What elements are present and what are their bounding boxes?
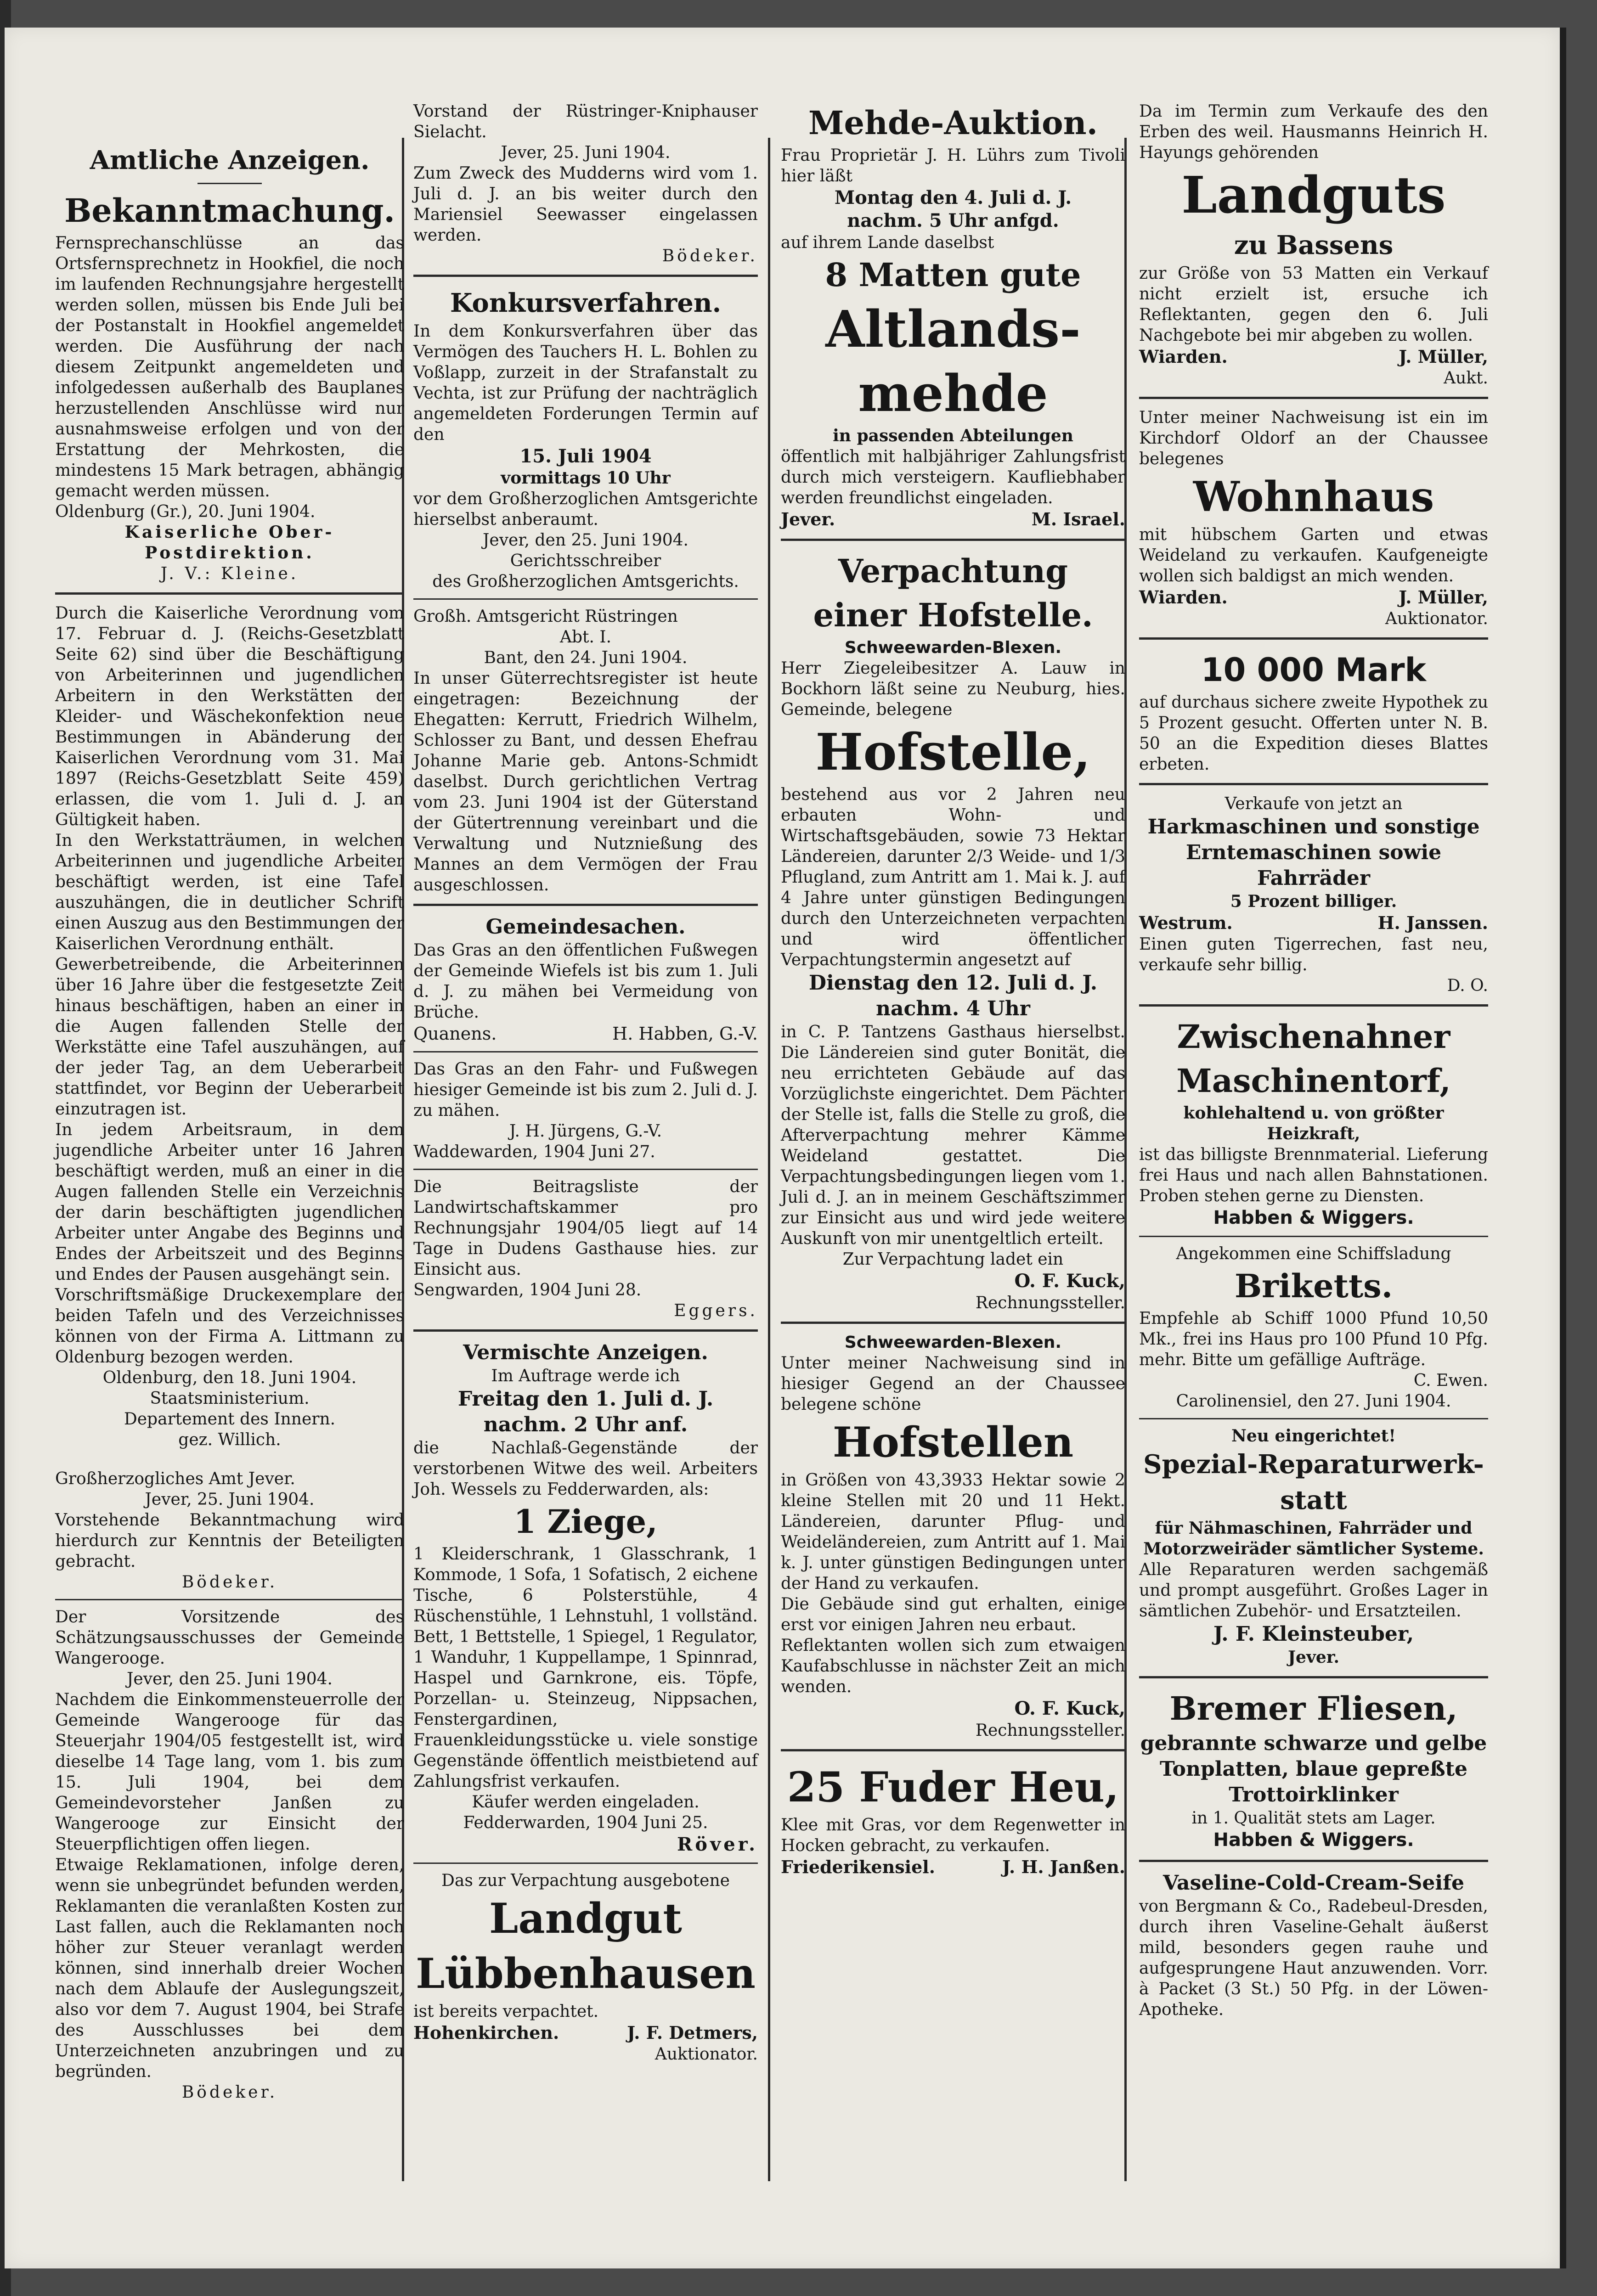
notice-signature: des Großherzoglichen Amtsgerichts.: [432, 572, 739, 591]
ad-body: auf durchaus sichere zweite Hypothek zu 5 Prozent gesucht. Offerten unter N. B. 50 an die Expedition dieses Blattes erbeten.: [1139, 693, 1488, 774]
notice-body: In den Werkstatträumen, in welchen Arbeiterinnen und jugendliche Arbeiter beschäftigt werden, ist eine Tafel auszuhängen, die in deutlicher Schrift einen Auszug aus den Bestimmungen der Kaiserlichen Verordnung enthält.: [55, 831, 404, 953]
ad-date: Montag den 4. Juli d. J.: [834, 187, 1072, 208]
divider: [1139, 1236, 1488, 1237]
ad-place: Schweewarden-Blexen.: [844, 638, 1062, 657]
notice-date: Jever, den 25. Juni 1904.: [126, 1670, 333, 1688]
ad-place: Schweewarden-Blexen.: [844, 1333, 1062, 1352]
ad-headline: Spezial-Reparaturwerk-: [1143, 1449, 1484, 1480]
ad-headline: Harkmaschinen und sonstige: [1147, 815, 1480, 838]
ad-headline: zu Bassens: [1234, 230, 1394, 260]
ad-body: auf ihrem Lande daselbst: [781, 233, 994, 252]
divider: [1139, 783, 1488, 785]
ad-intro: Neu eingerichtet!: [1231, 1426, 1396, 1446]
ad-headline: statt: [1280, 1485, 1347, 1515]
ad-headline: Landgut: [489, 1894, 682, 1943]
ad-body: Unter meiner Nachweisung ist ein im Kirchdorf Oldorf an der Chaussee belegenes: [1139, 408, 1488, 468]
gemeinde-title: Gemeindesachen.: [485, 915, 686, 939]
konkurs-title: Konkursverfahren.: [450, 288, 722, 318]
divider: [413, 1051, 758, 1052]
ad-body: in 1. Qualität stets am Lager.: [1191, 1809, 1436, 1828]
ad-body: Da im Termin zum Verkaufe des den Erben des weil. Hausmanns Heinrich H. Hayungs gehörenden: [1139, 102, 1488, 162]
signature-row: [781, 508, 1125, 530]
notice-body: Etwaige Reklamationen, infolge deren, wenn sie unbegründet befunden werden, Reklamanten die veranlaßten Kosten zur Last fallen, auch die Reklamanten noch höher zur Steuer veranlagt werden können, sind innerhalb dreier Wochen nach dem Ablaufe der Auslegungszeit, also vor dem 7. August 1904, bei Strafe des Ausschlusses bei dem Unterzeichneten anzubringen und zu begründen.: [55, 1856, 404, 2081]
divider: [198, 183, 262, 184]
divider: [413, 1863, 758, 1864]
ad-place: Westrum.: [1139, 912, 1233, 933]
ad-place: Friederikensiel.: [781, 1857, 935, 1877]
notice-signature: gez. Willich.: [178, 1430, 281, 1449]
ad-headline: Landguts: [1181, 165, 1446, 225]
notice-authority: Kaiserliche Ober-Postdirektion.: [124, 523, 335, 563]
verm-title: Vermischte Anzeigen.: [463, 1341, 708, 1364]
ad-body: in Größen von 43,3933 Hektar sowie 2 kleine Stellen mit 20 und 11 Hekt. Ländereien, darunter Pflug- und Weideländereien, zum Antritt auf 1. Mai k. J. unter günstigen Bedingungen unter der Hand zu verkaufen.: [781, 1471, 1125, 1593]
divider: [413, 598, 758, 600]
ad-headline: Hofstelle,: [815, 722, 1091, 782]
notice-body: Das Gras an den Fahr- und Fußwegen hiesiger Gemeinde ist bis zum 2. Juli d. J. zu mähen.: [413, 1060, 758, 1120]
ad-headline: Erntemaschinen sowie Fahrräder: [1185, 841, 1442, 890]
ad-intro: Im Auftrage werde ich: [491, 1367, 680, 1385]
notice-body: Gewerbetreibende, die Arbeiterinnen über 16 Jahre über die festgesetzte Zeit hinaus beschäftigen, haben an einer in die Augen fallenden Stelle der Werkstätte eine Tafel auszuhängen, auf der jeder Tag, an dem Ueberarbeit stattfindet, vor Beginn der Ueberarbeit einzutragen ist.: [55, 955, 404, 1119]
divider: [55, 592, 404, 595]
divider: [1139, 637, 1488, 640]
ad-signature: C. Ewen.: [1413, 1371, 1488, 1390]
ad-signature: Habben & Wiggers.: [1213, 1207, 1414, 1228]
ad-body: ist bereits verpachtet.: [413, 2002, 599, 2021]
ad-headline: Zwischenahner: [1177, 1018, 1450, 1056]
ad-headline: Wohnhaus: [1193, 473, 1434, 521]
ad-subtitle: Tonplatten, blaue gepreßte: [1159, 1757, 1468, 1781]
notice-place: Waddewarden, 1904 Juni 27.: [413, 1142, 655, 1161]
ad-signature: O. F. Kuck,: [1014, 1698, 1125, 1719]
notice-title: Bekanntmachung.: [64, 191, 395, 230]
divider: [413, 275, 758, 277]
ad-headline: 25 Fuder Heu,: [787, 1763, 1119, 1812]
divider: [1139, 1418, 1488, 1419]
ad-subtitle: für Nähmaschinen, Fahrräder und Motorzweiräder sämtlicher Systeme.: [1143, 1519, 1484, 1559]
ad-subtitle: gebrannte schwarze und gelbe: [1140, 1732, 1487, 1755]
divider: [1139, 397, 1488, 399]
signature-row: [781, 1856, 1125, 1878]
notice-date: Bant, den 24. Juni 1904.: [484, 648, 688, 667]
ad-signature: O. F. Kuck,: [1014, 1270, 1125, 1292]
ad-signature: H. Janssen.: [1377, 912, 1488, 933]
ad-signature: Röver.: [677, 1834, 758, 1855]
notice-place: Oldenburg, den 18. Juni 1904.: [102, 1368, 357, 1387]
notice-body: Der Vorsitzende des Schätzungsausschusses der Gemeinde Wangerooge.: [55, 1608, 404, 1668]
ad-headline: Lübbenhausen: [416, 1949, 756, 1998]
notice-body: Fernsprechanschlüsse an das Ortsfernsprechnetz in Hookfiel, die noch im laufenden Rechnungsjahre hergestellt werden sollen, müssen bis Ende Juli bei der Postanstalt in Hookfiel angemeldet werden. Die Ausführung der nach diesem Zeitpunkt angemeldeten und infolgedessen außerhalb des Bauplanes herzustellenden Anschlüsse wird nur ausnahmsweise erfolgen und von der Erstattung der Mehrkosten, die mindestens 15 Mark betragen, abhängig gemacht werden müssen.: [55, 234, 404, 501]
column-1: [46, 101, 413, 2195]
notice-signature: Bödeker.: [662, 247, 758, 265]
column-3: [772, 101, 1134, 2195]
notice-body: Vorstand der Rüstringer-Kniphauser Sielacht.: [413, 102, 758, 141]
divider: [55, 1599, 404, 1600]
divider: [1139, 1860, 1488, 1862]
notice-signature: H. Habben, G.-V.: [612, 1024, 758, 1044]
notice-body: Vorschriftsmäßige Druckexemplare der beiden Tafeln und des Verzeichnisses können von der Firma A. Littmann zu Oldenburg bezogen werden.: [55, 1286, 404, 1367]
ad-time: nachm. 5 Uhr anfgd.: [847, 210, 1059, 231]
ad-body: von Bergmann & Co., Radebeul-Dresden, durch ihren Vaseline-Gehalt äußerst mild, besonders gegen rauhe und aufgesprungene Haut anzuwenden. Vorr. à Packet (3 St.) 50 Pfg. in der Löwen-Apotheke.: [1139, 1897, 1488, 2019]
ad-headline: 1 Ziege,: [514, 1503, 658, 1541]
notice-signature: J. V.: Kleine.: [160, 564, 299, 583]
ad-time: nachm. 4 Uhr: [876, 997, 1030, 1020]
ad-headline: mehde: [858, 364, 1048, 423]
ad-body: Unter meiner Nachweisung sind in hiesiger Gegend an der Chaussee belegene schöne: [781, 1354, 1125, 1414]
ad-body: Einen guten Tigerrechen, fast neu, verkaufe sehr billig.: [1139, 935, 1488, 974]
ad-signature: Habben & Wiggers.: [1213, 1829, 1414, 1851]
ad-body: die Nachlaß-Gegenstände der verstorbenen Witwe des weil. Arbeiters Joh. Wessels zu Fedderwarden, als:: [413, 1439, 758, 1499]
notice-body: In unser Güterrechtsregister ist heute eingetragen: Bezeichnung der Ehegatten: Kerrutt, Friedrich Wilhelm, Schlosser zu Bant, und dessen Ehefrau Johanne Marie geb. Antons-Schmidt daselbst. Durch gerichtlichen Vertrag vom 23. Juni 1904 ist der Güterstand der Gütertrennung vereinbart und die Verwaltung und Nutznießung des Mannes an dem Vermögen der Frau ausgeschlossen.: [413, 669, 758, 895]
notice-office: Großh. Amtsgericht Rüstringen: [413, 607, 678, 626]
notice-date: Jever, 25. Juni 1904.: [145, 1490, 315, 1509]
ad-role: Rechnungssteller.: [975, 1721, 1125, 1740]
ad-headline: Vaseline-Cold-Cream-Seife: [1162, 1871, 1465, 1895]
ad-body: 1 Kleiderschrank, 1 Glasschrank, 1 Kommode, 1 Sofa, 1 Sofatisch, 2 eichene Tische, 6 Polsterstühle, 4 Rüschenstühle, 1 Lehnstuhl, 1 vollständ. Bett, 1 Bettstelle, 1 Spiegel, 1 Regulator, 1 Wanduhr, 1 Kuppellampe, 1 Spinnrad, Haspel und Garnkrone, eis. Töpfe, Porzellan- u. Steinzeug, Nippsachen, Fenstergardinen, Frauenkleidungsstücke u. viele sonstige Gegenstände öffentlich meistbietend auf Zahlungsfrist verkaufen.: [413, 1545, 758, 1791]
ad-signature: D. O.: [1447, 976, 1488, 995]
signature-row: [1139, 346, 1488, 368]
ad-place: Wiarden.: [1139, 346, 1228, 367]
signature-row: [413, 2022, 758, 2044]
ad-role: Auktionator.: [655, 2045, 758, 2064]
ad-body: Alle Reparaturen werden sachgemäß und prompt ausgeführt. Großes Lager in sämtlichen Zubehör- und Ersatzteilen.: [1139, 1560, 1488, 1621]
ad-body: Herr Ziegeleibesitzer A. Lauw in Bockhorn läßt seine zu Neuburg, hies. Gemeinde, belegene: [781, 659, 1125, 719]
ad-role: Aukt.: [1444, 369, 1488, 388]
ad-time: nachm. 2 Uhr anf.: [483, 1413, 688, 1436]
ad-body: mit hübschem Garten und etwas Weideland zu verkaufen. Kaufgeneigte wollen sich baldigst an mich wenden.: [1139, 525, 1488, 585]
notice-body: Nachdem die Einkommensteuerrolle der Gemeinde Wangerooge für das Steuerjahr 1904/05 festgestellt ist, wird dieselbe 14 Tage lang, vom 1. bis zum 15. Juli 1904, bei dem Gemeindevorsteher Janßen zu Wangerooge zur Einsicht der Steuerpflichtigen offen liegen.: [55, 1690, 404, 1854]
notice-office: Großherzogliches Amt Jever.: [55, 1469, 295, 1488]
ad-subtitle: Trottoirklinker: [1229, 1783, 1399, 1806]
ad-body: ist das billigste Brennmaterial. Lieferung frei Haus und nach allen Bahnstationen. Proben stehen gerne zu Diensten.: [1139, 1145, 1488, 1205]
notice-signature: Eggers.: [674, 1301, 758, 1320]
ad-place: Fedderwarden, 1904 Juni 25.: [463, 1813, 708, 1832]
divider: [413, 1169, 758, 1170]
ad-body: Zur Verpachtung ladet ein: [842, 1250, 1064, 1269]
signature-row: [1139, 912, 1488, 934]
notice-date: 15. Juli 1904: [519, 445, 652, 467]
divider: [781, 539, 1125, 541]
ad-headline: Briketts.: [1234, 1267, 1393, 1305]
ad-intro: Das zur Verpachtung ausgebotene: [441, 1871, 730, 1890]
ad-signature: J. F. Detmers,: [627, 2022, 758, 2043]
notice-body: Durch die Kaiserliche Verordnung vom 17. Februar d. J. (Reichs-Gesetzblatt Seite 62) sind über die Beschäftigung von Arbeiterinnen und jugendlichen Arbeitern in den Werkstätten der Kleider- und Wäschekonfektion neue Bestimmungen in Abänderung der Kaiserlichen Verordnung vom 31. Mai 1897 (Reichs-Gesetzblatt Seite 459) erlassen, die vom 1. Juli d. J. an Gültigkeit haben.: [55, 604, 404, 829]
divider: [1139, 1004, 1488, 1007]
notice-body: vor dem Großherzoglichen Amtsgerichte hierselbst anberaumt.: [413, 490, 758, 529]
ad-headline: 8 Matten gute: [825, 256, 1081, 294]
ad-place: Carolinensiel, den 27. Juni 1904.: [1176, 1392, 1451, 1411]
notice-body: In jedem Arbeitsraum, in dem jugendliche Arbeiter unter 16 Jahren beschäftigt werden, muß an einer in die Augen fallenden Stelle ein Verzeichnis der darin beschäftigten jugendlichen Arbeiter unter Angabe des Beginns und Endes der Arbeitszeit und des Beginns und Endes der Pausen ausgehängt sein.: [55, 1120, 404, 1284]
ad-headline: Maschinentorf,: [1176, 1062, 1451, 1100]
notice-body: Das Gras an den öffentlichen Fußwegen der Gemeinde Wiefels ist bis zum 1. Juli d. J. zu mähen bei Vermeidung von Brüche.: [413, 941, 758, 1022]
ad-date: Freitag den 1. Juli d. J.: [457, 1387, 714, 1411]
column-divider: [768, 138, 770, 2181]
notice-body: In dem Konkursverfahren über das Vermögen des Tauchers H. L. Bohlen zu Voßlapp, zurzeit in der Strafanstalt zu Vechta, ist zur Prüfung der nachträglich angemeldeten Forderungen Termin auf den: [413, 322, 758, 444]
ad-signature: J. H. Janßen.: [1002, 1857, 1125, 1877]
ad-headline: Bremer Fliesen,: [1169, 1689, 1458, 1728]
ad-headline: 10 000 Mark: [1201, 651, 1427, 689]
ad-subtitle: 5 Prozent billiger.: [1230, 892, 1397, 911]
ad-signature: J. Müller,: [1399, 587, 1488, 608]
ad-headline: Verpachtung: [838, 552, 1068, 590]
notice-place: Oldenburg (Gr.), 20. Juni 1904.: [55, 502, 316, 521]
ad-date: Dienstag den 12. Juli d. J.: [808, 971, 1098, 995]
ad-headline: einer Hofstelle.: [813, 596, 1093, 634]
column-4: [1130, 101, 1497, 2195]
divider: [781, 1322, 1125, 1324]
ad-subtitle: in passenden Abteilungen: [833, 426, 1073, 445]
ad-headline: Hofstellen: [832, 1418, 1074, 1467]
ad-headline: Altlands-: [825, 299, 1081, 359]
ad-body: Frau Proprietär J. H. Lührs zum Tivoli hier läßt: [781, 146, 1125, 186]
ad-body: bestehend aus vor 2 Jahren neu erbauten Wohn- und Wirtschaftsgebäuden, sowie 73 Hektar Ländereien, darunter 2/3 Weide- und 1/3 Pflugland, zum Antritt am 1. Mai k. J. auf 4 Jahre unter günstigen Bedingungen durch den Unterzeichneten verpachten und wird öffentlicher Verpachtungstermin angesetzt auf: [781, 785, 1125, 969]
notice-place: Jever, den 25. Juni 1904.: [482, 531, 688, 550]
notice-signature: Bödeker.: [181, 2083, 278, 2102]
notice-body: Vorstehende Bekanntmachung wird hierdurch zur Kenntnis der Beteiligten gebracht.: [55, 1511, 404, 1571]
notice-signature: Bödeker.: [181, 1573, 278, 1592]
ad-place: Jever.: [781, 509, 835, 529]
notice-body: Die Beitragsliste der Landwirtschaftskammer pro Rechnungsjahr 1904/05 liegt auf 14 Tage in Dudens Gasthause hies. zur Einsicht aus.: [413, 1177, 758, 1279]
notice-body: Zum Zweck des Mudderns wird vom 1. Juli d. J. an bis weiter durch den Mariensiel Seewasser eingelassen werden.: [413, 164, 758, 245]
signature-row: [1139, 586, 1488, 608]
ad-intro: Verkaufe von jetzt an: [1225, 794, 1403, 813]
ad-body: Reflektanten wollen sich zum etwaigen Kaufabschlusse in nächster Zeit an mich wenden.: [781, 1636, 1125, 1696]
ad-headline: Mehde-Auktion.: [808, 104, 1098, 142]
ad-role: Rechnungssteller.: [975, 1294, 1125, 1312]
divider: [781, 1749, 1125, 1751]
ad-place: Hohenkirchen.: [413, 2022, 559, 2043]
ad-body: Käufer werden eingeladen.: [472, 1793, 700, 1812]
ad-signature: M. Israel.: [1031, 509, 1125, 529]
ad-body: zur Größe von 53 Matten ein Verkauf nicht erzielt ist, ersuche ich Reflektanten, gegen den 6. Juli Nachgebote bei mir abgeben zu wollen.: [1139, 264, 1488, 345]
ad-intro: Angekommen eine Schiffsladung: [1176, 1244, 1451, 1263]
ad-place: Jever.: [1288, 1648, 1339, 1667]
notice-place: Sengwarden, 1904 Juni 28.: [413, 1281, 642, 1300]
notice-authority: Staatsministerium.: [150, 1389, 310, 1408]
ad-body: Empfehle ab Schiff 1000 Pfund 10,50 Mk., frei ins Haus pro 100 Pfund 10 Pfg. mehr. Bitte um gefällige Aufträge.: [1139, 1309, 1488, 1369]
notice-time: vormittags 10 Uhr: [501, 468, 671, 488]
ad-body: in C. P. Tantzens Gasthaus hierselbst. Die Ländereien sind guter Bonität, die neu errichteten Gebäude auf das Vorzüglichste eingerichtet. Dem Pächter der Stelle ist, falls die Stelle zu groß, die Afterverpachtung mehrer Kämme Weideland gestattet. Die Verpachtungsbedingungen liegen vom 1. Juli d. J. an in meinem Geschäftszimmer zur Einsicht aus und wird jede weitere Auskunft von mir unentgeltlich erteilt.: [781, 1023, 1125, 1248]
section-title: Amtliche Anzeigen.: [90, 145, 370, 175]
notice-place: Quanens.: [413, 1024, 497, 1044]
notice-signature: J. H. Jürgens, G.-V.: [509, 1122, 662, 1141]
ad-body: öffentlich mit halbjähriger Zahlungsfrist durch mich versteigern. Kaufliebhaber werden freundlichst eingeladen.: [781, 447, 1125, 507]
ad-body: Klee mit Gras, vor dem Regenwetter in Hocken gebracht, zu verkaufen.: [781, 1816, 1125, 1855]
notice-date: Jever, 25. Juni 1904.: [501, 143, 671, 162]
signature-row: [413, 1023, 758, 1045]
ad-role: Auktionator.: [1385, 609, 1488, 628]
notice-signature: Gerichtsschreiber: [510, 551, 661, 570]
ad-signature: J. F. Kleinsteuber,: [1213, 1622, 1414, 1646]
divider: [413, 1329, 758, 1332]
divider: [413, 904, 758, 906]
ad-body: Die Gebäude sind gut erhalten, einige erst vor einigen Jahren neu erbaut.: [781, 1595, 1125, 1634]
ad-signature: J. Müller,: [1399, 346, 1488, 367]
notice-authority: Departement des Innern.: [124, 1410, 336, 1429]
divider: [1139, 1676, 1488, 1678]
ad-subtitle: kohlehaltend u. von größter Heizkraft,: [1183, 1103, 1444, 1143]
notice-office: Abt. I.: [559, 628, 612, 647]
ad-place: Wiarden.: [1139, 587, 1228, 608]
column-2: [404, 101, 767, 2195]
